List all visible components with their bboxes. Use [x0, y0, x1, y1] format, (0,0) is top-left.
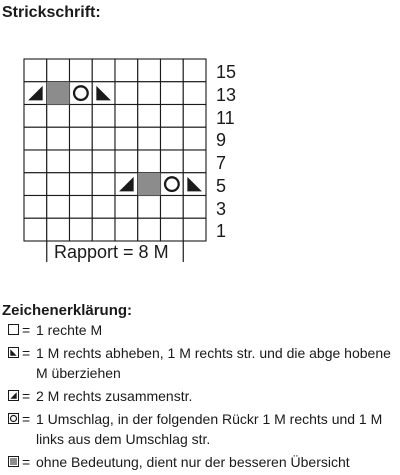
yarn-over-icon: [8, 413, 19, 424]
chart-cell: [115, 196, 138, 219]
chart-cell: [115, 127, 138, 150]
legend-text: ohne Bedeutung, dient nur der besseren Übersicht: [36, 454, 350, 470]
chart-cell: [92, 59, 115, 82]
chart-cell: [115, 59, 138, 82]
chart-cell: [115, 105, 138, 128]
row-number: 13: [216, 84, 237, 105]
chart-cell: [138, 150, 161, 173]
chart-cell: [24, 196, 47, 219]
chart-cell: [70, 105, 93, 128]
chart-cell: [47, 105, 70, 128]
symbol-legend: [2, 320, 398, 475]
chart-cell: [138, 196, 161, 219]
legend-item: [2, 409, 398, 449]
chart-cell: [138, 127, 161, 150]
chart-cell: [183, 82, 206, 105]
legend-item: [2, 343, 398, 383]
chart-cell: [183, 105, 206, 128]
chart-cell: [138, 218, 161, 241]
chart-cell: [92, 218, 115, 241]
chart-cell: [115, 218, 138, 241]
equals-sign: =: [22, 345, 31, 361]
chart-cell: [24, 59, 47, 82]
no-stitch-symbol: [47, 82, 70, 105]
legend-item: [2, 320, 398, 340]
chart-cell: [24, 150, 47, 173]
chart-cell: [70, 150, 93, 173]
rapport-label: Rapport = 8 M: [54, 242, 169, 262]
legend-text: 1 rechte M: [36, 322, 103, 338]
chart-cell: [47, 59, 70, 82]
chart-cell: [161, 127, 184, 150]
chart-cell: [24, 127, 47, 150]
chart-cell: [70, 173, 93, 196]
chart-cell: [161, 105, 184, 128]
equals-sign: =: [22, 454, 31, 470]
chart-cell: [161, 196, 184, 219]
chart-cell: [183, 59, 206, 82]
chart-cell: [161, 82, 184, 105]
chart-cell: [161, 59, 184, 82]
legend-text: 1 Umschlag, in der folgenden Rückr 1 M rechts und 1 M links aus dem Umschlag str.: [36, 411, 383, 447]
row-number: 5: [216, 175, 227, 196]
chart-cell: [183, 150, 206, 173]
chart-cell: [47, 196, 70, 219]
row-number: 11: [216, 107, 235, 128]
chart-cell: [70, 218, 93, 241]
chart-cell: [115, 82, 138, 105]
chart-cell: [161, 150, 184, 173]
chart-cell: [92, 150, 115, 173]
chart-cell: [24, 173, 47, 196]
chart-cell: [138, 82, 161, 105]
chart-cell: [70, 196, 93, 219]
chart-cell: [92, 196, 115, 219]
equals-sign: =: [22, 322, 31, 338]
row-number: 3: [216, 198, 227, 219]
no-stitch-icon: [8, 456, 19, 467]
legend-text: 1 M rechts abheben, 1 M rechts str. und die abge hobene M überziehen: [36, 345, 391, 381]
chart-cell: [47, 218, 70, 241]
chart-cell: [138, 59, 161, 82]
row-number: 9: [216, 130, 227, 151]
chart-cell: [70, 82, 93, 105]
equals-sign: =: [22, 388, 31, 404]
row-number: 1: [216, 221, 227, 242]
chart-cell: [24, 105, 47, 128]
chart-cell: [92, 173, 115, 196]
chart-cell: [161, 218, 184, 241]
no-stitch-symbol: [138, 173, 161, 196]
legend-heading: Zeichenerklärung:: [2, 302, 133, 319]
chart-heading: Strickschrift:: [2, 4, 101, 21]
chart-cell: [115, 150, 138, 173]
chart-cell: [92, 127, 115, 150]
knit-icon: [8, 324, 19, 335]
chart-cell: [47, 173, 70, 196]
chart-cell: [138, 105, 161, 128]
legend-item: [2, 452, 398, 472]
k2tog-icon: [8, 390, 19, 401]
chart-cell: [183, 196, 206, 219]
row-number: 15: [216, 62, 237, 82]
skp-icon: [8, 347, 19, 358]
equals-sign: =: [22, 411, 31, 427]
chart-cell: [183, 218, 206, 241]
chart-cell: [183, 127, 206, 150]
chart-cell: [24, 218, 47, 241]
legend-text: 2 M rechts zusammenstr.: [36, 388, 193, 404]
chart-cell: [92, 105, 115, 128]
chart-cell: [47, 150, 70, 173]
row-number: 7: [216, 153, 227, 173]
legend-item: [2, 386, 398, 406]
chart-cell: [47, 127, 70, 150]
chart-cell: [70, 127, 93, 150]
chart-cell: [70, 59, 93, 82]
